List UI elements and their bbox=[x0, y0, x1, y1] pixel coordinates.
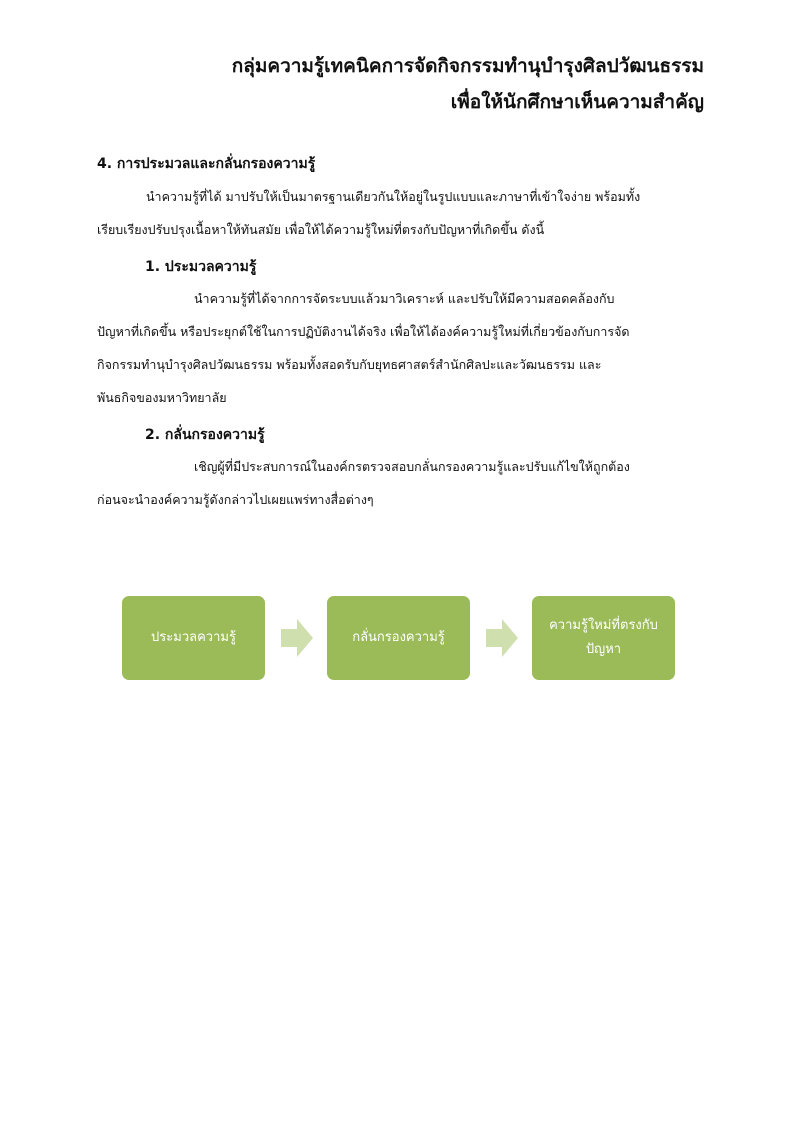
sub1-line-2: ปัญหาที่เกิดขึ้น หรือประยุกต์ใช้ในการปฏิบัติงานได้จริง เพื่อให้ได้องค์ความรู้ใหม่ที่เกี่ยวข้องกับการจัด bbox=[97, 324, 630, 339]
sub1-line-1: นำความรู้ที่ได้จากการจัดระบบแล้วมาวิเคราะห์ และปรับให้มีความสอดคล้องกับ bbox=[194, 291, 615, 306]
subsection-2-heading: 2. กลั่นกรองความรู้ bbox=[145, 427, 265, 443]
title-line-1: กลุ่มความรู้เทคนิคการจัดกิจกรรมทำนุบำรุงศิลปวัฒนธรรม bbox=[231, 55, 704, 77]
intro-line-1: นำความรู้ที่ได้ มาปรับให้เป็นมาตรฐานเดียวกันให้อยู่ในรูปแบบและภาษาที่เข้าใจง่าย พร้อมทั้ง bbox=[146, 189, 641, 204]
sub1-line-3: กิจกรรมทำนุบำรุงศิลปวัฒนธรรม พร้อมทั้งสอดรับกับยุทธศาสตร์สำนักศิลปะและวัฒนธรรม และ bbox=[97, 357, 602, 372]
flow-arrow-2-icon bbox=[486, 619, 518, 657]
document-title bbox=[84, 48, 704, 120]
subsection-2-paragraph bbox=[97, 450, 705, 516]
title-line-2: เพื่อให้นักศึกษาเห็นความสำคัญ bbox=[450, 91, 704, 113]
flow-arrow-1-icon bbox=[281, 619, 313, 657]
subsection-1-heading: 1. ประมวลความรู้ bbox=[145, 259, 257, 275]
intro-line-2: เรียบเรียงปรับปรุงเนื้อหาให้ทันสมัย เพื่อให้ได้ความรู้ใหม่ที่ตรงกับปัญหาที่เกิดขึ้น ดังนี้ bbox=[97, 222, 545, 237]
sub2-line-1: เชิญผู้ที่มีประสบการณ์ในองค์กรตรวจสอบกลั่นกรองความรู้และปรับแก้ไขให้ถูกต้อง bbox=[194, 459, 630, 474]
intro-paragraph bbox=[97, 180, 705, 246]
flow-step-3: ความรู้ใหม่ที่ตรงกับปัญหา bbox=[532, 596, 675, 680]
subsection-1-paragraph bbox=[97, 282, 705, 414]
sub1-line-4: พันธกิจของมหาวิทยาลัย bbox=[97, 390, 227, 405]
process-flow-diagram bbox=[122, 596, 678, 680]
section-heading: 4. การประมวลและกลั่นกรองความรู้ bbox=[97, 156, 316, 172]
flow-step-1: ประมวลความรู้ bbox=[122, 596, 265, 680]
sub2-line-2: ก่อนจะนำองค์ความรู้ดังกล่าวไปเผยแพร่ทางสื่อต่างๆ bbox=[97, 492, 374, 507]
flow-step-2: กลั่นกรองความรู้ bbox=[327, 596, 470, 680]
